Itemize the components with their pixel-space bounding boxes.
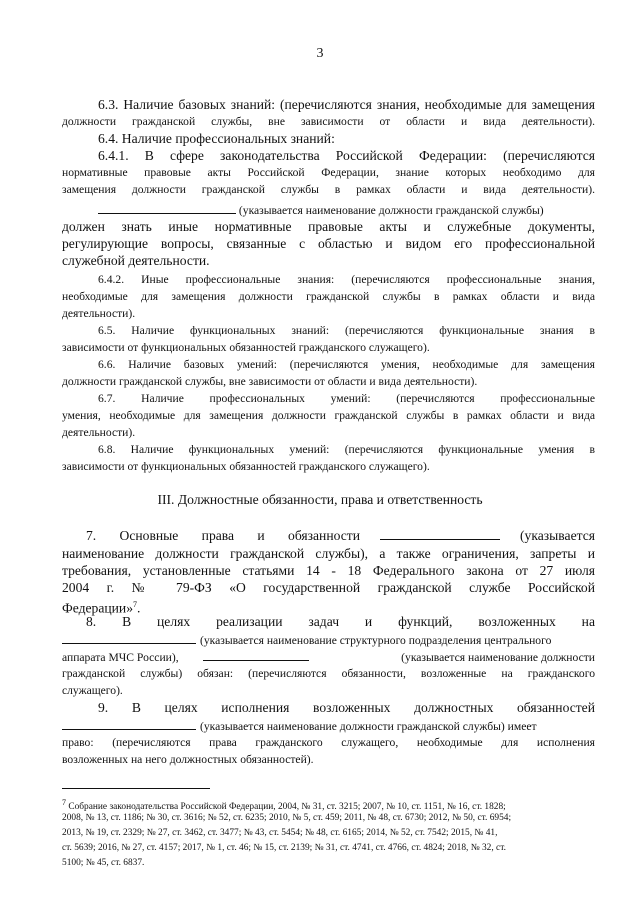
footnote-reference: 7 (133, 600, 137, 609)
text-line: 6.8. Наличие функциональных умений: (перечисляются функциональные умения в (98, 443, 595, 456)
text-line: должен знать иные нормативные правовые акты и служебные документы, (62, 219, 595, 234)
text-line: должности гражданской службы, вне зависимости от области и вида деятельности). (62, 115, 595, 128)
text-line: право: (перечисляются права гражданского служащего, необходимые для исполнения (62, 736, 595, 749)
footnote-line: 2008, № 13, ст. 1186; № 30, ст. 3616; № 52, ст. 6235; 2010, № 5, ст. 459; 2011, № 48, ст. 6730; 2012, № 50, ст. 6954; (62, 813, 512, 823)
text-line: 6.4.1. В сфере законодательства Российской Федерации: (перечисляются (98, 148, 595, 163)
text-line: аппарата МЧС России), (указывается наименование должности (62, 651, 595, 664)
text-line: Федерации»$^7$. (62, 600, 141, 616)
text-line: 6.7. Наличие профессиональных умений: (перечисляются профессиональные (98, 392, 595, 405)
footnote-line: 2013, № 19, ст. 2329; № 27, ст. 3462, ст. 3477; № 43, ст. 5454; № 48, ст. 6165; 2014, № 52, ст. 7542; 2015, № 41, (62, 828, 498, 838)
text-line: требования, установленные статьями 14 - 18 Федерального закона от 27 июля (62, 563, 595, 578)
footnote-mark: 7 (62, 798, 66, 807)
text-line: 8. В целях реализации задач и функций, возложенных на (86, 614, 595, 629)
fill-in-blank (62, 718, 196, 730)
text-line: должности гражданской службы, вне зависимости от области и вида деятельности). (62, 375, 478, 388)
text-line: замещения должности гражданской службы в рамках области и вида деятельности). (62, 183, 595, 196)
text-line: служебной деятельности. (62, 253, 210, 268)
text-line: 9. В целях исполнения возложенных должностных обязанностей (98, 700, 595, 715)
fill-in-blank (98, 202, 236, 214)
text-line: зависимости от функциональных обязанностей гражданского служащего). (62, 460, 430, 473)
section-heading: III. Должностные обязанности, права и ответственность (157, 492, 483, 507)
text-line: регулирующие вопросы, связанные с областью и видом его профессиональной (62, 236, 595, 251)
text-line: гражданской службы) обязан: (перечисляются обязанности, возложенные на гражданского (62, 667, 595, 680)
page-number: 3 (316, 46, 324, 61)
footnote-separator (62, 788, 210, 789)
fill-in-blank (203, 649, 309, 661)
text-line: возложенных на него должностных обязанностей). (62, 753, 314, 766)
text-line: (указывается наименование структурного подразделения центрального (62, 632, 595, 648)
text-line: нормативные правовые акты Российской Федерации, знание которых необходимо для (62, 166, 595, 179)
footnote-line: ст. 5639; 2016, № 27, ст. 4157; 2017, № 1, ст. 46; № 15, ст. 2139; № 31, ст. 4741, ст. 4766, ст. 4824; 2018, № 32, ст. (62, 843, 506, 853)
text-line: 2004 г. № 79-ФЗ «О государственной гражданской службе Российской (62, 580, 595, 595)
text-line: необходимые для замещения должности гражданской службы в рамках области и вида (62, 290, 595, 303)
text-line: наименование должности гражданской службы), а также ограничения, запреты и (62, 546, 595, 561)
text-line: служащего). (62, 684, 123, 697)
text-line: зависимости от функциональных обязанностей гражданского служащего). (62, 341, 430, 354)
footnote-line: $^7$ Собрание законодательства Российской Федерации, 2004, № 31, ст. 3215; 2007, № 10, ст. 1151, № 16, ст. 1828; (62, 798, 506, 813)
text-line: 6.6. Наличие базовых умений: (перечисляются умения, необходимые для замещения (98, 358, 595, 371)
text-line: деятельности). (62, 307, 136, 320)
footnote-line: 5100; № 45, ст. 6837. (62, 858, 145, 868)
fill-in-blank (62, 632, 196, 644)
fill-in-blank (380, 528, 500, 540)
text-line: 6.5. Наличие функциональных знаний: (перечисляются функциональные знания в (98, 324, 595, 337)
text-line: 7. Основные права и обязанности (указывается (86, 528, 595, 543)
text-line: 6.4.2. Иные профессиональные знания: (перечисляются профессиональные знания, (98, 273, 595, 286)
text-line: 6.4. Наличие профессиональных знаний: (98, 131, 335, 146)
text-line: 6.3. Наличие базовых знаний: (перечисляются знания, необходимые для замещения (98, 97, 595, 112)
text-line: (указывается наименование должности гражданской службы) (98, 202, 595, 218)
text-line: (указывается наименование должности гражданской службы) имеет (62, 718, 595, 734)
text-line: деятельности). (62, 426, 136, 439)
text-line: умения, необходимые для замещения должности гражданской службы в рамках области и вида (62, 409, 595, 422)
